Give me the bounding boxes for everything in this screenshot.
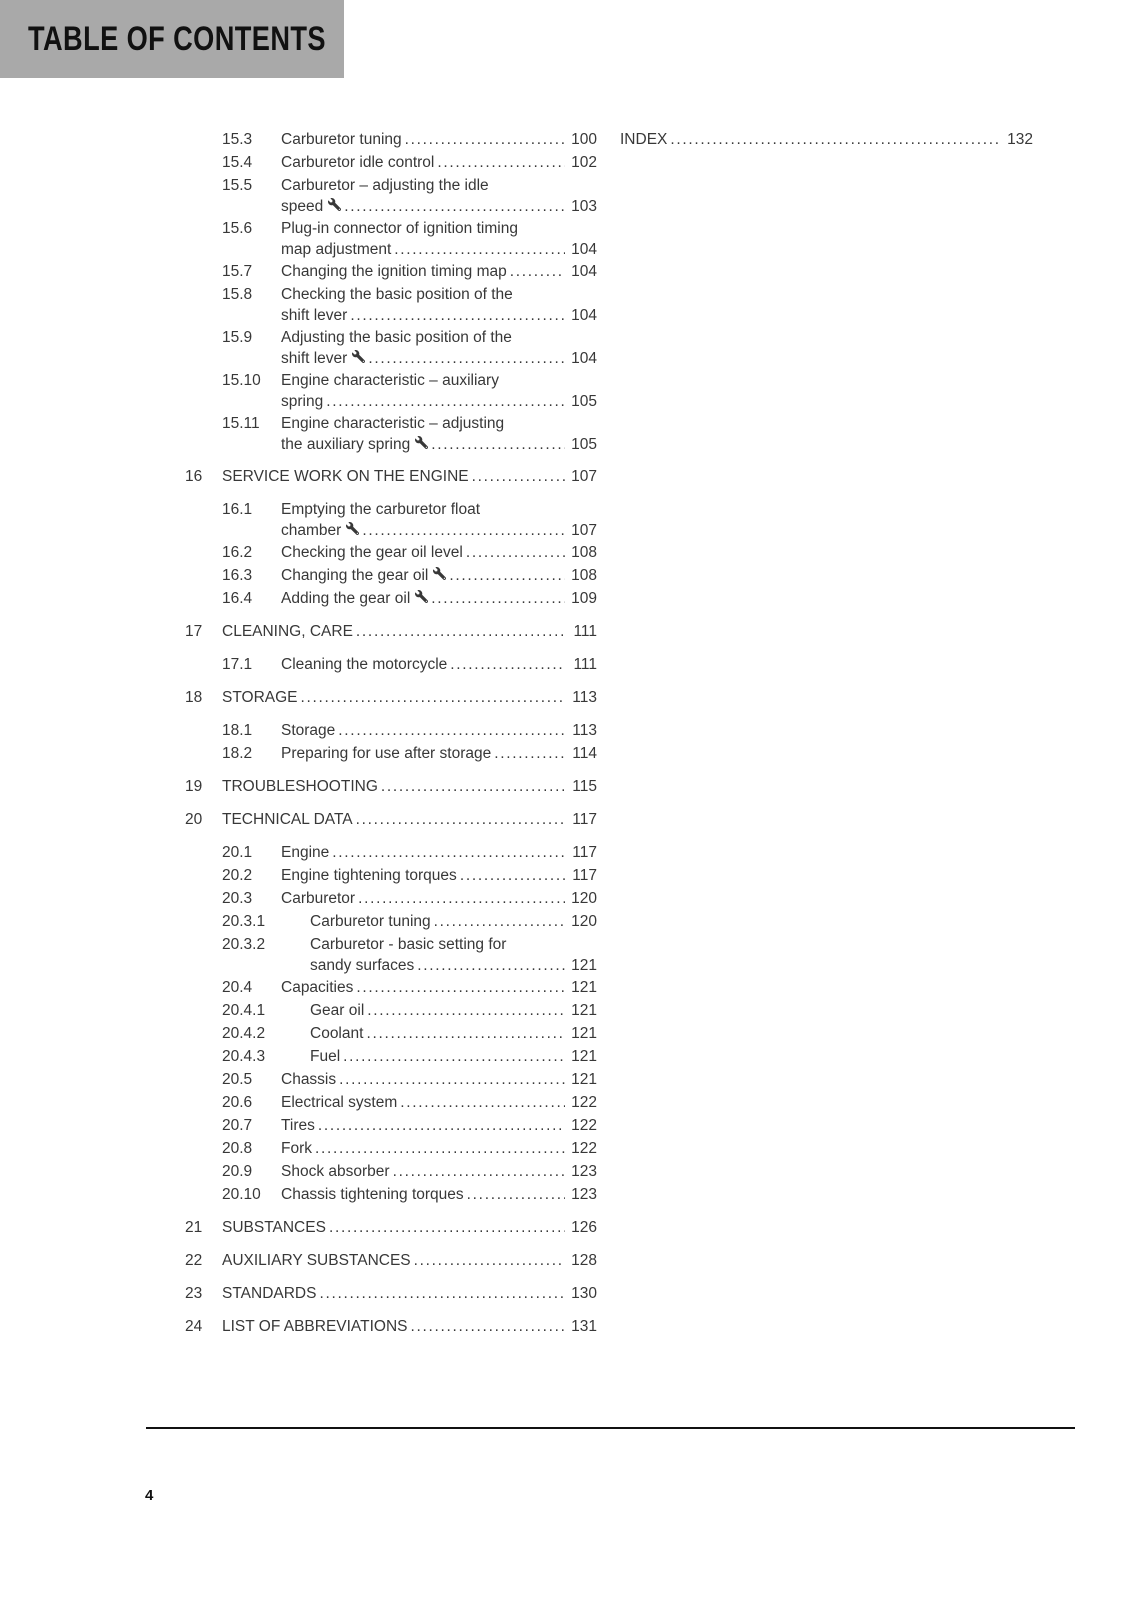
toc-entry-title: TECHNICAL DATA	[222, 811, 353, 828]
toc-entry-line	[185, 808, 597, 831]
toc-entry-page: 121	[571, 979, 597, 996]
toc-entry-number: 17	[185, 623, 203, 640]
toc-entry-line	[185, 412, 597, 435]
toc-entry-line	[185, 1091, 597, 1114]
toc-entry-line	[185, 197, 597, 217]
toc-entry-page: 104	[571, 307, 597, 324]
toc-entry-number: 16.4	[222, 590, 253, 607]
toc-entry-number: 20	[185, 811, 203, 828]
toc-entry-number: 15.8	[222, 286, 253, 303]
toc-entry-title: Carburetor tuning	[310, 913, 431, 930]
toc-entry-line	[185, 283, 597, 306]
toc-entry-title: Engine tightening torques	[281, 867, 457, 884]
dot-leader	[414, 1249, 565, 1272]
toc-entry-page: 100	[571, 131, 597, 148]
toc-entry-number: 20.4	[222, 979, 253, 996]
toc-entry-line	[185, 369, 597, 392]
dot-leader	[319, 1282, 565, 1305]
dot-leader	[356, 976, 565, 999]
toc-entry-line	[185, 260, 597, 283]
toc-entry-page: 123	[571, 1163, 597, 1180]
toc-entry-page: 114	[572, 745, 597, 762]
toc-entry-page: 109	[571, 590, 597, 607]
wrench-icon	[328, 198, 341, 211]
toc-entry-title: Carburetor	[281, 890, 356, 907]
toc-entry-number: 16.3	[222, 567, 253, 584]
dot-leader	[356, 620, 565, 643]
wrench-icon	[352, 350, 365, 363]
toc-entry-title: Adding the gear oil	[281, 590, 411, 607]
toc-entry-line	[185, 841, 597, 864]
dot-leader	[344, 197, 565, 217]
dot-leader	[450, 653, 565, 676]
toc-entry-number: 16.2	[222, 544, 253, 561]
toc-entry-title: Shock absorber	[281, 1163, 390, 1180]
toc-entry-number: 20.7	[222, 1117, 253, 1134]
toc-entry-title: Capacities	[281, 979, 354, 996]
toc-entry-page: 104	[571, 241, 597, 258]
dot-leader	[431, 587, 565, 610]
toc-entry-page: 131	[571, 1318, 597, 1335]
toc-entry-page: 108	[571, 567, 597, 584]
toc-entry-line	[185, 775, 597, 798]
toc-entry-title: shift lever	[281, 350, 348, 367]
toc-entry-number: 23	[185, 1285, 203, 1302]
toc-entry-title: Storage	[281, 722, 336, 739]
toc-entry-line	[185, 742, 597, 765]
toc-entry-title: STORAGE	[222, 689, 298, 706]
toc-entry-title: Adjusting the basic position of the	[281, 329, 512, 346]
toc-entry-title: Cleaning the motorcycle	[281, 656, 448, 673]
toc-entry-page: 111	[573, 623, 597, 640]
toc-entry-page: 117	[572, 844, 597, 861]
toc-entry-line	[185, 587, 597, 610]
toc-entry-title: Engine characteristic – adjusting	[281, 415, 505, 432]
toc-entry-number: 21	[185, 1219, 203, 1236]
toc-entry-page: 105	[571, 393, 597, 410]
toc-entry-title: Carburetor idle control	[281, 154, 435, 171]
toc-entry-line	[185, 1114, 597, 1137]
dot-leader	[326, 392, 565, 412]
toc-entry-page: 117	[572, 867, 597, 884]
toc-entry-line	[185, 521, 597, 541]
dot-leader	[343, 1045, 565, 1068]
toc-entry-line	[185, 1249, 597, 1272]
toc-entry-number: 20.1	[222, 844, 253, 861]
dot-leader	[466, 541, 565, 564]
toc-entry-page: 105	[571, 436, 597, 453]
toc-entry-page: 104	[571, 350, 597, 367]
toc-entry-line	[185, 349, 597, 369]
toc-entry-number: 20.6	[222, 1094, 253, 1111]
toc-entry-title: Changing the ignition timing map	[281, 263, 507, 280]
header-banner	[0, 0, 344, 78]
toc-entry-title: Electrical system	[281, 1094, 398, 1111]
toc-entry-number: 20.9	[222, 1163, 253, 1180]
toc-entry-title: the auxiliary spring	[281, 436, 411, 453]
toc-entry-title: chamber	[281, 522, 342, 539]
toc-entry-page: 121	[571, 1002, 597, 1019]
dot-leader	[449, 564, 565, 587]
toc-entry-line	[185, 1022, 597, 1045]
toc-entry-number: 18.1	[222, 722, 253, 739]
toc-entry-title: Engine characteristic – auxiliary	[281, 372, 499, 389]
toc-entry-number: 15.4	[222, 154, 253, 171]
page-title: TABLE OF CONTENTS	[28, 20, 326, 58]
dot-leader	[670, 128, 1001, 151]
dot-leader	[405, 128, 565, 151]
toc-entry-page: 121	[571, 1025, 597, 1042]
toc-entry-line	[185, 392, 597, 412]
toc-entry-line	[185, 999, 597, 1022]
toc-entry-number: 20.10	[222, 1186, 261, 1203]
dot-leader	[431, 435, 565, 455]
toc-entry-number: 20.3	[222, 890, 253, 907]
toc-entry-line	[185, 1160, 597, 1183]
toc-entry-number: 15.6	[222, 220, 253, 237]
toc-entry-line	[185, 956, 597, 976]
toc-entry-page: 128	[571, 1252, 597, 1269]
toc-entry-line	[185, 498, 597, 521]
toc-entry-page: 111	[573, 656, 597, 673]
toc-entry-title: STANDARDS	[222, 1285, 317, 1302]
toc-entry-page: 103	[571, 198, 597, 215]
toc-entry-title: Preparing for use after storage	[281, 745, 492, 762]
toc-entry-number: 15.3	[222, 131, 253, 148]
toc-entry-title: Chassis	[281, 1071, 337, 1088]
toc-entry-page: 113	[572, 722, 597, 739]
wrench-icon	[346, 522, 359, 535]
toc-entry-line	[185, 719, 597, 742]
toc-entry-line	[185, 1137, 597, 1160]
toc-entry-number: 15.7	[222, 263, 253, 280]
toc-entry-title: AUXILIARY SUBSTANCES	[222, 1252, 411, 1269]
footer-divider	[146, 1427, 1075, 1429]
toc-entry-line	[185, 1282, 597, 1305]
toc-entry-number: 20.3.2	[222, 936, 266, 953]
toc-entry-title: SUBSTANCES	[222, 1219, 326, 1236]
toc-entry-line	[185, 541, 597, 564]
wrench-icon	[415, 590, 428, 603]
toc-entry-line	[185, 174, 597, 197]
toc-entry-number: 20.2	[222, 867, 253, 884]
toc-entry-line	[185, 306, 597, 326]
toc-entry-number: 20.4.3	[222, 1048, 266, 1065]
dot-leader	[358, 887, 565, 910]
toc-entry-title: SERVICE WORK ON THE ENGINE	[222, 468, 469, 485]
dot-leader	[332, 841, 565, 864]
toc-entry-title: spring	[281, 393, 324, 410]
toc-entry-page: 122	[571, 1117, 597, 1134]
dot-leader	[318, 1114, 565, 1137]
toc-entry-page: 132	[1007, 131, 1033, 148]
toc-entry-title: Carburetor - basic setting for	[310, 936, 507, 953]
toc-entry-page: 120	[571, 890, 597, 907]
toc-entry-title: Carburetor – adjusting the idle	[281, 177, 489, 194]
toc-entry-number: 19	[185, 778, 203, 795]
toc-entry-number: 17.1	[222, 656, 253, 673]
toc-entry-page: 115	[572, 778, 597, 795]
toc-entry-line	[185, 976, 597, 999]
dot-leader	[338, 719, 565, 742]
dot-leader	[315, 1137, 565, 1160]
toc-entry-number: 20.8	[222, 1140, 253, 1157]
dot-leader	[467, 1183, 565, 1206]
dot-leader	[362, 521, 565, 541]
toc-entry-page: 108	[571, 544, 597, 561]
toc-entry-number: 20.3.1	[222, 913, 266, 930]
toc-entry-line	[185, 864, 597, 887]
dot-leader	[301, 686, 565, 709]
toc-entry-line	[185, 326, 597, 349]
toc-entry-number: 15.11	[222, 415, 260, 432]
toc-entry-line	[185, 653, 597, 676]
dot-leader	[356, 808, 565, 831]
toc-entry-page: 113	[572, 689, 597, 706]
toc-entry-number: 20.4.2	[222, 1025, 266, 1042]
toc-entry-page: 104	[571, 263, 597, 280]
toc-entry-line	[185, 1183, 597, 1206]
toc-entry-line	[185, 620, 597, 643]
toc-entry-number: 20.4.1	[222, 1002, 266, 1019]
toc-entry-page: 123	[571, 1186, 597, 1203]
toc-entry-title: speed	[281, 198, 324, 215]
dot-leader	[417, 956, 565, 976]
toc-entry-number: 16.1	[222, 501, 253, 518]
toc-entry-number: 15.10	[222, 372, 261, 389]
toc-entry-page: 117	[572, 811, 597, 828]
toc-entry-title: Checking the basic position of the	[281, 286, 513, 303]
toc-entry-title: Plug-in connector of ignition timing	[281, 220, 518, 237]
wrench-icon	[433, 567, 446, 580]
toc-entry-number: 15.9	[222, 329, 253, 346]
dot-leader	[329, 1216, 565, 1239]
toc-entry-number: 22	[185, 1252, 203, 1269]
toc-entry-page: 121	[571, 957, 597, 974]
toc-entry-line	[185, 564, 597, 587]
dot-leader	[394, 240, 565, 260]
toc-entry-line	[185, 1216, 597, 1239]
toc-entry-title: CLEANING, CARE	[222, 623, 353, 640]
toc-entry-title: map adjustment	[281, 241, 392, 258]
dot-leader	[393, 1160, 565, 1183]
dot-leader	[410, 1315, 565, 1338]
toc-entry-page: 102	[571, 154, 597, 171]
toc-entry-title: Carburetor tuning	[281, 131, 402, 148]
dot-leader	[494, 742, 565, 765]
toc-column-right	[620, 128, 1033, 151]
toc-entry-line	[185, 686, 597, 709]
toc-entry-line	[185, 465, 597, 488]
toc-entry-title: Chassis tightening torques	[281, 1186, 464, 1203]
dot-leader	[400, 1091, 565, 1114]
dot-leader	[437, 151, 565, 174]
toc-entry-line	[185, 1315, 597, 1338]
toc-entry-title: Tires	[281, 1117, 315, 1134]
toc-entry-title: Fork	[281, 1140, 312, 1157]
toc-entry-line	[185, 128, 597, 151]
toc-entry-title: LIST OF ABBREVIATIONS	[222, 1318, 408, 1335]
toc-entry-line	[185, 217, 597, 240]
toc-entry-line	[185, 887, 597, 910]
toc-entry-line	[620, 128, 1033, 151]
toc-entry-title: Changing the gear oil	[281, 567, 429, 584]
dot-leader	[339, 1068, 565, 1091]
toc-entry-number: 16	[185, 468, 203, 485]
toc-entry-title: Emptying the carburetor float	[281, 501, 481, 518]
toc-entry-number: 18.2	[222, 745, 253, 762]
toc-entry-line	[185, 910, 597, 933]
dot-leader	[434, 910, 565, 933]
toc-entry-title: TROUBLESHOOTING	[222, 778, 378, 795]
toc-entry-line	[185, 1045, 597, 1068]
toc-entry-page: 107	[571, 522, 597, 539]
dot-leader	[460, 864, 565, 887]
toc-entry-title: Coolant	[310, 1025, 364, 1042]
toc-entry-line	[185, 435, 597, 455]
wrench-icon	[415, 436, 428, 449]
toc-entry-number: 15.5	[222, 177, 253, 194]
toc-entry-number: 24	[185, 1318, 203, 1335]
toc-entry-page: 126	[571, 1219, 597, 1236]
toc-entry-line	[185, 933, 597, 956]
dot-leader	[381, 775, 565, 798]
toc-entry-number: 20.5	[222, 1071, 253, 1088]
toc-entry-title: Engine	[281, 844, 330, 861]
toc-entry-page: 122	[571, 1140, 597, 1157]
toc-entry-line	[185, 240, 597, 260]
dot-leader	[472, 465, 565, 488]
toc-entry-page: 120	[571, 913, 597, 930]
dot-leader	[368, 349, 565, 369]
toc-entry-title: sandy surfaces	[310, 957, 415, 974]
dot-leader	[350, 306, 565, 326]
toc-column-left	[185, 128, 597, 1338]
toc-entry-title: Checking the gear oil level	[281, 544, 463, 561]
dot-leader	[367, 999, 565, 1022]
toc-entry-page: 121	[571, 1071, 597, 1088]
toc-entry-title: INDEX	[620, 131, 668, 148]
toc-entry-page: 130	[571, 1285, 597, 1302]
toc-entry-title: Fuel	[310, 1048, 341, 1065]
toc-entry-page: 122	[571, 1094, 597, 1111]
toc-entry-line	[185, 151, 597, 174]
footer-page-number: 4	[145, 1487, 154, 1504]
toc-entry-page: 121	[571, 1048, 597, 1065]
toc-entry-line	[185, 1068, 597, 1091]
toc-entry-title: Gear oil	[310, 1002, 365, 1019]
toc-entry-page: 107	[571, 468, 597, 485]
toc-entry-title: shift lever	[281, 307, 348, 324]
dot-leader	[366, 1022, 565, 1045]
toc-entry-number: 18	[185, 689, 203, 706]
dot-leader	[510, 260, 565, 283]
